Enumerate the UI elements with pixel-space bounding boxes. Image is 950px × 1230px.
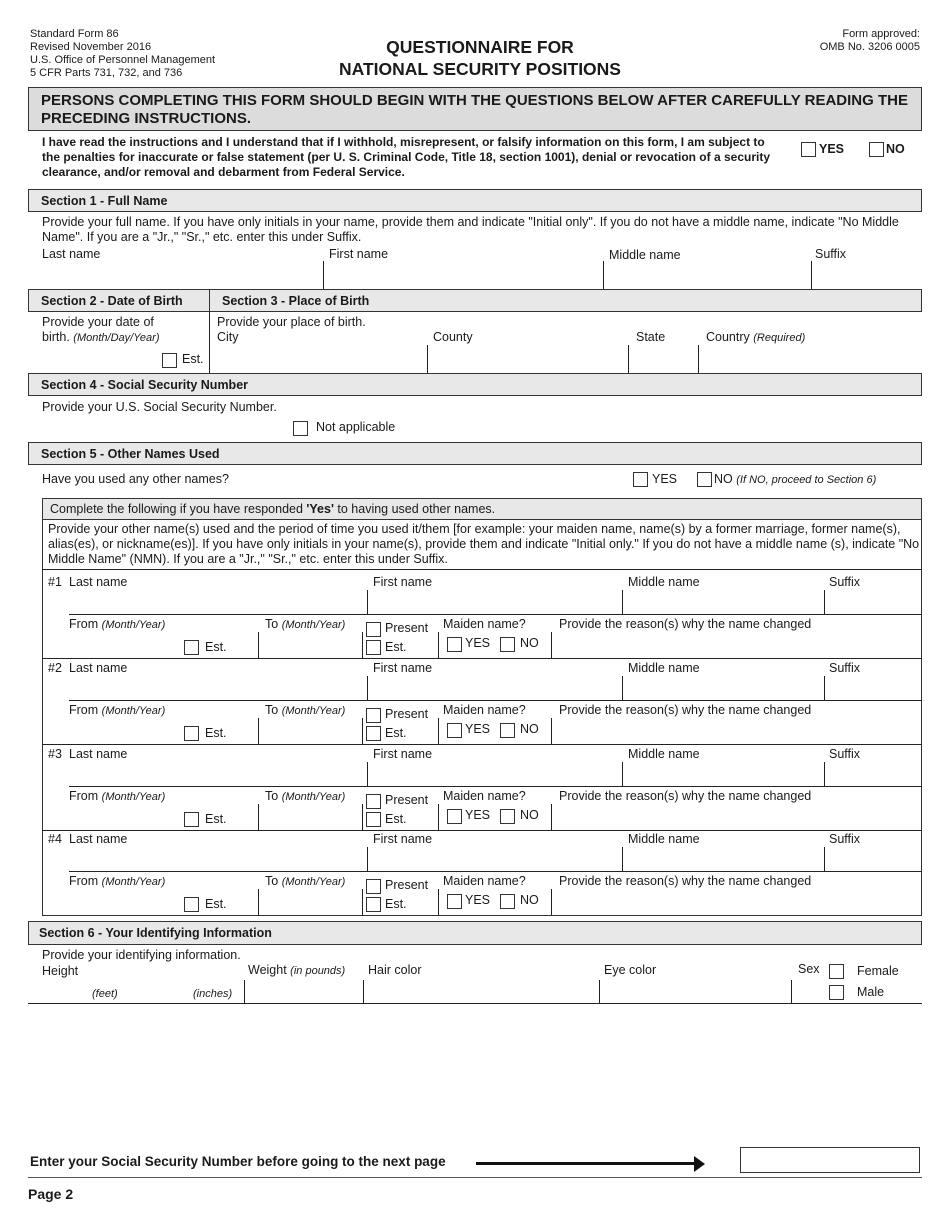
- entry-first-input[interactable]: [370, 591, 620, 613]
- entry-maiden-no-checkbox[interactable]: [500, 894, 515, 909]
- s5-subheader: [42, 498, 922, 520]
- entry-maiden-no-checkbox[interactable]: [500, 723, 515, 738]
- entry-number: #2: [48, 661, 62, 675]
- entry-present-label: Present: [385, 621, 429, 635]
- entry-reason-input[interactable]: [554, 719, 920, 743]
- entry-last-input[interactable]: [69, 677, 365, 699]
- entry-first-input[interactable]: [370, 677, 620, 699]
- s2-prompt-line2: [42, 330, 159, 344]
- entry-to-label: [265, 874, 345, 888]
- entry-from-est-label: Est.: [205, 640, 227, 654]
- entry-to-label: [265, 617, 345, 631]
- approval-label: Form approved:: [842, 28, 920, 40]
- footer-ssn-input[interactable]: [740, 1147, 920, 1173]
- section-5-header: Section 5 - Other Names Used: [28, 442, 922, 465]
- s1-last-name-input[interactable]: [42, 262, 320, 288]
- entry-maiden-no-checkbox[interactable]: [500, 809, 515, 824]
- s1-suffix-label: Suffix: [815, 247, 847, 261]
- section-6-header: Section 6 - Your Identifying Information: [28, 921, 922, 945]
- s1-middle-label: Middle name: [609, 248, 681, 262]
- entry-from-est-checkbox[interactable]: [184, 897, 199, 912]
- entry-last-input[interactable]: [69, 763, 365, 785]
- from-text: From: [69, 789, 99, 803]
- entry-from-est-label: Est.: [205, 812, 227, 826]
- entry-middle-input[interactable]: [625, 591, 822, 613]
- s3-country-text: Country: [706, 330, 750, 344]
- s3-city-label: City: [217, 330, 239, 344]
- to-text: To: [265, 703, 279, 717]
- entry-number: #1: [48, 575, 62, 589]
- s5-question: Have you used any other names?: [42, 472, 229, 486]
- s3-country-hint: (Required): [753, 332, 806, 344]
- entry-present-checkbox[interactable]: [366, 794, 381, 809]
- entry-maiden-yes-label: YES: [465, 808, 491, 822]
- to-text: To: [265, 874, 279, 888]
- page-number: Page 2: [28, 1186, 74, 1202]
- entry-maiden-no-label: NO: [520, 808, 539, 822]
- entry-first-label: First name: [373, 832, 433, 846]
- entry-maiden-no-label: NO: [520, 636, 539, 650]
- section-1-instructions: Provide your full name. If you have only initials in your name, provide them and indicate "Initial only". If you do not have a middle name, indicate "No Middle Name". If you are a "Jr.," "Sr.," etc. enter this under Suffix.: [42, 215, 899, 244]
- form-identifier: [30, 28, 215, 80]
- s5-no-text: NO: [714, 472, 733, 486]
- s3-county-label: County: [433, 330, 473, 344]
- s5-instructions: Provide your other name(s) used and the period of time you used it/them [for example: your maiden name, name(s) by a former marriage, former name(s), alias(es), or nickname(es)]. If you have only initials in your name(s), provide them and indicate "Initial only." If you do not have a middle name (s), indicate "No Middle Name" (NMN). If you are a "Jr.," "Sr.," etc. enter this under Suffix.: [48, 522, 920, 566]
- s6-female-label: Female: [857, 964, 899, 978]
- arrow-right-icon: [476, 1162, 696, 1165]
- entry-present-label: Present: [385, 878, 429, 892]
- s3-state-label: State: [636, 330, 666, 344]
- s6-hair-label: Hair color: [368, 963, 422, 977]
- s1-middle-name-input[interactable]: [606, 262, 808, 288]
- entry-from-label: [69, 874, 165, 888]
- entry-present-label: Present: [385, 707, 429, 721]
- entry-first-label: First name: [373, 661, 433, 675]
- s6-inches-label: (inches): [193, 988, 233, 1000]
- s3-country-input[interactable]: [701, 346, 920, 372]
- to-hint: (Month/Year): [281, 619, 346, 631]
- entry-to-est-checkbox[interactable]: [366, 812, 381, 827]
- weight-text: Weight: [248, 963, 287, 977]
- entry-last-label: Last name: [69, 832, 128, 846]
- certify-yes-label: YES: [819, 142, 845, 156]
- entry-number: #4: [48, 832, 62, 846]
- entry-to-est-checkbox[interactable]: [366, 640, 381, 655]
- entry-middle-input[interactable]: [625, 763, 822, 785]
- entry-maiden-yes-checkbox[interactable]: [447, 894, 462, 909]
- entry-to-est-label: Est.: [385, 640, 407, 654]
- entry-first-label: First name: [373, 575, 433, 589]
- entry-last-label: Last name: [69, 661, 128, 675]
- s3-county-input[interactable]: [430, 346, 626, 372]
- entry-to-est-checkbox[interactable]: [366, 726, 381, 741]
- s5-no-label: [714, 472, 876, 486]
- entry-maiden-no-label: NO: [520, 722, 539, 736]
- from-text: From: [69, 617, 99, 631]
- entry-reason-input[interactable]: [554, 633, 920, 657]
- instructions-banner: PERSONS COMPLETING THIS FORM SHOULD BEGIN WITH THE QUESTIONS BELOW AFTER CAREFULLY READING THE PRECEDING INSTRUCTIONS.: [28, 87, 922, 131]
- s6-female-checkbox[interactable]: [829, 964, 844, 979]
- form-agency: U.S. Office of Personnel Management: [30, 54, 216, 66]
- title-line-2: NATIONAL SECURITY POSITIONS: [339, 59, 621, 79]
- entry-maiden-yes-label: YES: [465, 893, 491, 907]
- entry-maiden-label: Maiden name?: [443, 703, 526, 717]
- entry-reason-label: Provide the reason(s) why the name changed: [559, 874, 812, 888]
- entry-from-label: [69, 789, 165, 803]
- s6-sex-label: Sex: [798, 962, 820, 976]
- entry-from-label: [69, 617, 165, 631]
- to-hint: (Month/Year): [281, 705, 346, 717]
- certify-no-label: NO: [886, 142, 905, 156]
- entry-suffix-label: Suffix: [829, 747, 861, 761]
- s6-male-checkbox[interactable]: [829, 985, 844, 1000]
- entry-first-input[interactable]: [370, 848, 620, 870]
- entry-suffix-input[interactable]: [827, 848, 920, 870]
- from-hint: (Month/Year): [101, 791, 166, 803]
- entry-reason-input[interactable]: [554, 890, 920, 914]
- from-hint: (Month/Year): [101, 619, 166, 631]
- s6-feet-label: (feet): [92, 988, 118, 1000]
- s6-weight-label: [248, 963, 345, 977]
- entry-last-label: Last name: [69, 747, 128, 761]
- s6-eye-label: Eye color: [604, 963, 657, 977]
- s6-hair-input[interactable]: [366, 981, 597, 1002]
- entry-middle-input[interactable]: [625, 677, 822, 699]
- entry-reason-input[interactable]: [554, 805, 920, 829]
- s5-yes-checkbox[interactable]: [633, 472, 648, 487]
- s1-first-name-input[interactable]: [326, 262, 600, 288]
- section-4-header: Section 4 - Social Security Number: [28, 373, 922, 396]
- entry-suffix-label: Suffix: [829, 575, 861, 589]
- entry-first-label: First name: [373, 747, 433, 761]
- s3-city-input[interactable]: [212, 346, 424, 372]
- s1-last-label: Last name: [42, 247, 101, 261]
- s2-prompt-line1: Provide your date of: [42, 315, 154, 329]
- certify-no-checkbox[interactable]: [869, 142, 884, 157]
- entry-reason-label: Provide the reason(s) why the name changed: [559, 617, 812, 631]
- s2-date-hint: (Month/Day/Year): [73, 332, 160, 344]
- entry-middle-label: Middle name: [628, 661, 700, 675]
- entry-suffix-input[interactable]: [827, 677, 920, 699]
- s5-no-checkbox[interactable]: [697, 472, 712, 487]
- s2-birth-label: birth.: [42, 330, 70, 344]
- entry-first-input[interactable]: [370, 763, 620, 785]
- entry-from-est-label: Est.: [205, 726, 227, 740]
- footer-ssn-prompt: Enter your Social Security Number before going to the next page: [30, 1154, 446, 1169]
- certify-yes-checkbox[interactable]: [801, 142, 816, 157]
- omb-number: OMB No. 3206 0005: [819, 41, 920, 53]
- s3-prompt: Provide your place of birth.: [217, 315, 366, 329]
- s2-est-label: Est.: [182, 352, 204, 366]
- to-hint: (Month/Year): [281, 791, 346, 803]
- entry-reason-label: Provide the reason(s) why the name changed: [559, 789, 812, 803]
- from-hint: (Month/Year): [101, 705, 166, 717]
- entry-from-est-checkbox[interactable]: [184, 812, 199, 827]
- entry-reason-label: Provide the reason(s) why the name changed: [559, 703, 812, 717]
- to-text: To: [265, 617, 279, 631]
- entry-maiden-label: Maiden name?: [443, 789, 526, 803]
- s4-not-applicable-checkbox[interactable]: [293, 421, 308, 436]
- page-title: [280, 36, 680, 80]
- s6-height-input[interactable]: [42, 982, 240, 1002]
- s6-eye-input[interactable]: [602, 981, 789, 1002]
- entry-maiden-yes-label: YES: [465, 722, 491, 736]
- section-1-header: Section 1 - Full Name: [28, 189, 922, 212]
- entry-from-est-checkbox[interactable]: [184, 640, 199, 655]
- entry-maiden-label: Maiden name?: [443, 617, 526, 631]
- section-3-header: Section 3 - Place of Birth: [209, 289, 922, 312]
- certification-statement: I have read the instructions and I understand that if I withhold, misrepresent, or falsify information on this form, I am subject to the penalties for inaccurate or false statement (per U. S. Criminal Code, Title 18, section 1001), denial or revocation of a security clearance, and/or removal and debarment from Federal Service.: [42, 135, 771, 179]
- entry-suffix-label: Suffix: [829, 661, 861, 675]
- to-hint: (Month/Year): [281, 876, 346, 888]
- entry-present-checkbox[interactable]: [366, 879, 381, 894]
- to-text: To: [265, 789, 279, 803]
- title-line-1: QUESTIONNAIRE FOR: [386, 37, 574, 57]
- entry-from-est-checkbox[interactable]: [184, 726, 199, 741]
- s5-yes-label: YES: [652, 472, 678, 486]
- entry-middle-label: Middle name: [628, 747, 700, 761]
- from-text: From: [69, 703, 99, 717]
- entry-middle-label: Middle name: [628, 575, 700, 589]
- from-text: From: [69, 874, 99, 888]
- s2-est-checkbox[interactable]: [162, 353, 177, 368]
- weight-hint: (in pounds): [290, 965, 346, 977]
- entry-to-est-label: Est.: [385, 897, 407, 911]
- entry-maiden-label: Maiden name?: [443, 874, 526, 888]
- section-2-header: Section 2 - Date of Birth: [28, 289, 210, 312]
- s5-sub-post: to having used other names.: [333, 502, 496, 516]
- form-number: Standard Form 86: [30, 28, 119, 40]
- s1-suffix-input[interactable]: [814, 262, 920, 288]
- s6-weight-input[interactable]: [247, 981, 361, 1002]
- s3-country-label: [706, 330, 805, 344]
- s6-height-label: Height: [42, 964, 79, 978]
- entry-maiden-no-label: NO: [520, 893, 539, 907]
- entry-present-checkbox[interactable]: [366, 622, 381, 637]
- entry-suffix-input[interactable]: [827, 591, 920, 613]
- entry-last-label: Last name: [69, 575, 128, 589]
- omb-approval: [820, 28, 920, 54]
- entry-maiden-yes-checkbox[interactable]: [447, 809, 462, 824]
- s1-first-label: First name: [329, 247, 389, 261]
- entry-present-label: Present: [385, 793, 429, 807]
- entry-to-label: [265, 703, 345, 717]
- arrowhead-icon: [694, 1156, 705, 1172]
- entry-suffix-input[interactable]: [827, 763, 920, 785]
- entry-to-est-label: Est.: [385, 812, 407, 826]
- form-cfr: 5 CFR Parts 731, 732, and 736: [30, 67, 183, 79]
- s3-state-input[interactable]: [631, 346, 696, 372]
- form-revision: Revised November 2016: [30, 41, 152, 53]
- entry-to-est-label: Est.: [385, 726, 407, 740]
- entry-maiden-yes-checkbox[interactable]: [447, 637, 462, 652]
- s4-prompt: Provide your U.S. Social Security Number.: [42, 400, 277, 414]
- entry-middle-label: Middle name: [628, 832, 700, 846]
- from-hint: (Month/Year): [101, 876, 166, 888]
- s5-no-hint: (If NO, proceed to Section 6): [736, 474, 877, 486]
- entry-to-est-checkbox[interactable]: [366, 897, 381, 912]
- entry-present-checkbox[interactable]: [366, 708, 381, 723]
- s5-sub-pre: Complete the following if you have responded: [50, 502, 307, 516]
- entry-maiden-no-checkbox[interactable]: [500, 637, 515, 652]
- entry-from-label: [69, 703, 165, 717]
- s5-sub-bold: 'Yes': [306, 502, 334, 516]
- entry-last-input[interactable]: [69, 591, 365, 613]
- entry-middle-input[interactable]: [625, 848, 822, 870]
- s6-male-label: Male: [857, 985, 885, 999]
- entry-number: #3: [48, 747, 62, 761]
- s4-not-applicable-label: Not applicable: [316, 420, 396, 434]
- entry-maiden-yes-label: YES: [465, 636, 491, 650]
- entry-suffix-label: Suffix: [829, 832, 861, 846]
- entry-last-input[interactable]: [69, 848, 365, 870]
- entry-from-est-label: Est.: [205, 897, 227, 911]
- s6-prompt: Provide your identifying information.: [42, 948, 241, 962]
- entry-to-label: [265, 789, 345, 803]
- entry-maiden-yes-checkbox[interactable]: [447, 723, 462, 738]
